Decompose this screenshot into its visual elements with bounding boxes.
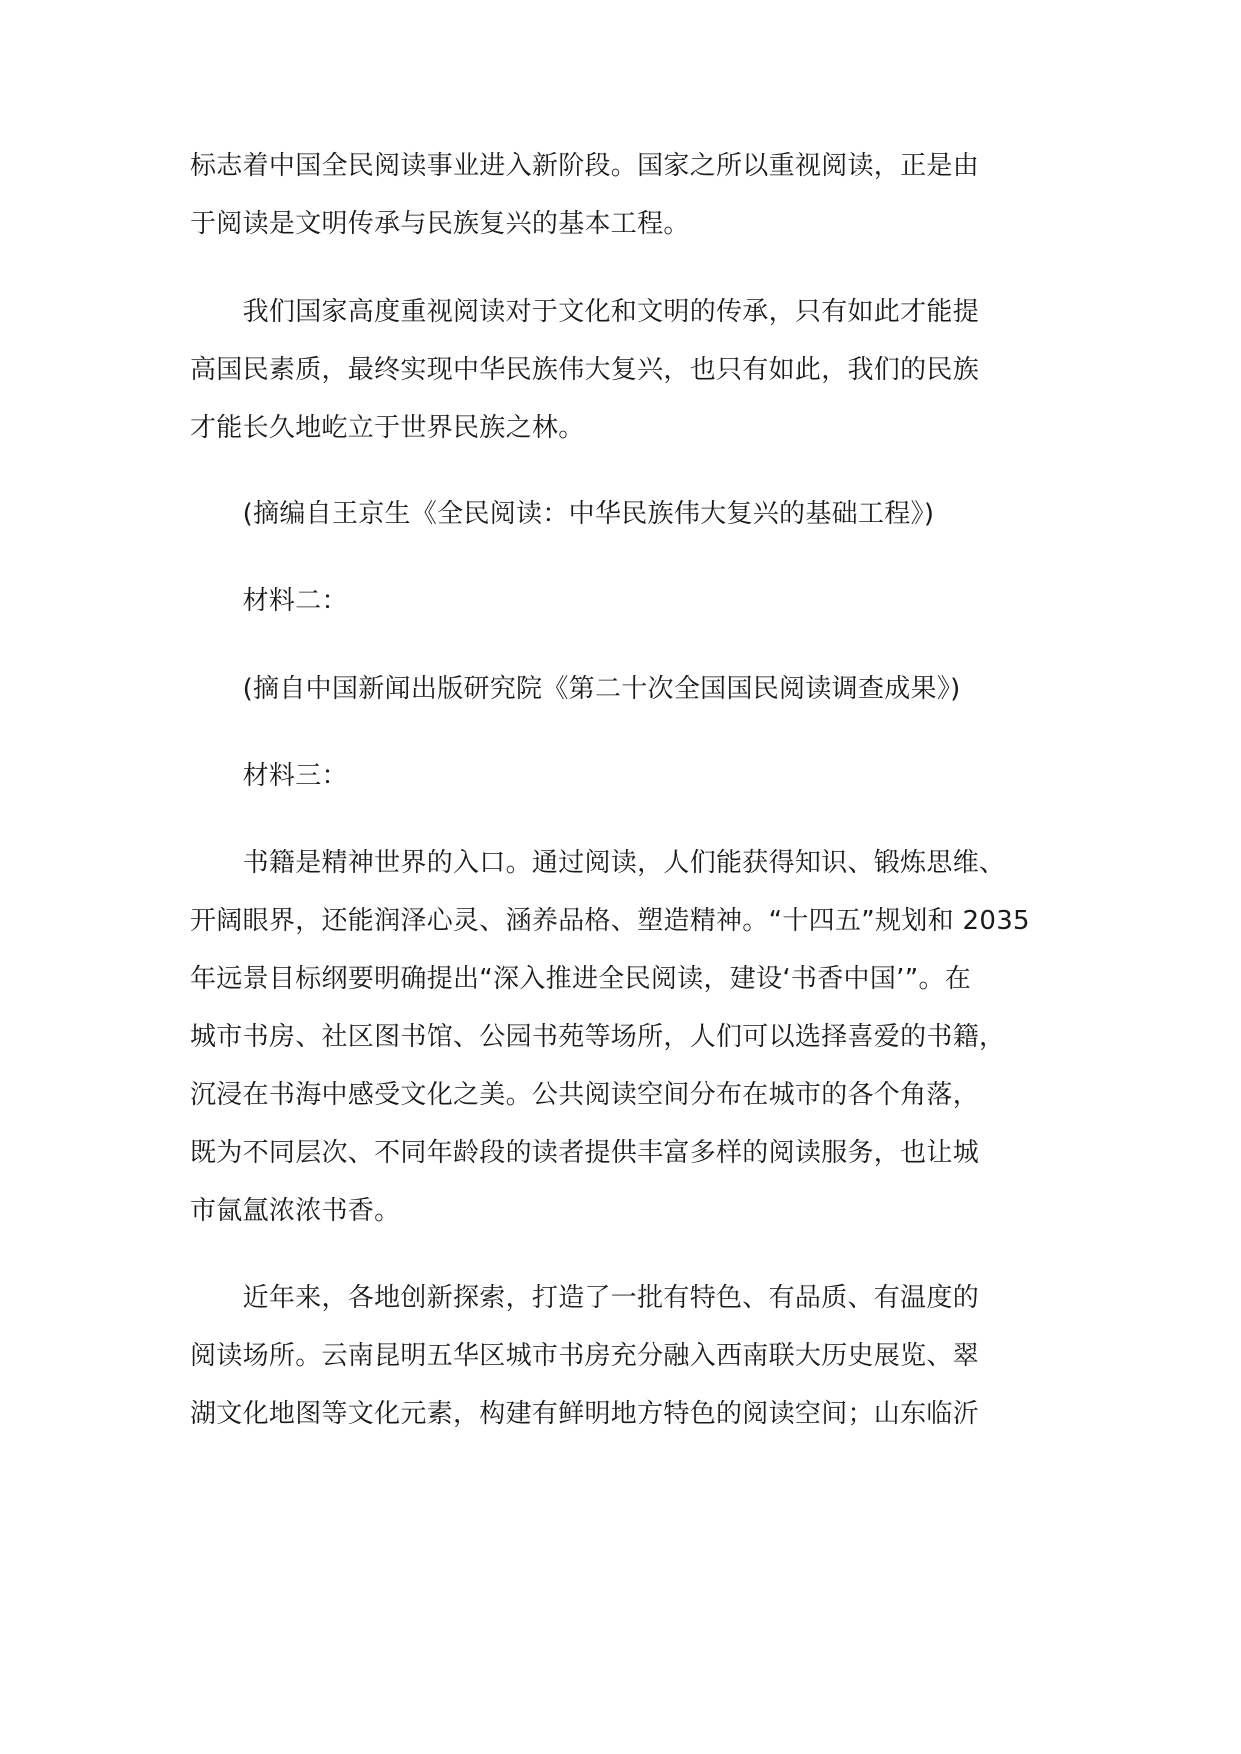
section-heading: 材料三： [190, 761, 348, 791]
text-line: 年远景目标纲要明确提出“深入推进全民阅读，建设‘书香中国’”。在 [190, 964, 972, 994]
paragraph [190, 747, 1062, 805]
text-line: 既为不同层次、不同年龄段的读者提供丰富多样的阅读服务，也让城 [190, 1138, 980, 1168]
source-citation: (摘自中国新闻出版研究院《第二十次全国国民阅读调查成果》) [190, 674, 961, 704]
paragraph [190, 1269, 1062, 1443]
source-citation: (摘编自王京生《全民阅读：中华民族伟大复兴的基础工程》) [190, 499, 935, 529]
text-line: 城市书房、社区图书馆、公园书苑等场所，人们可以选择喜爱的书籍， [190, 1022, 1006, 1052]
text-line: 我们国家高度重视阅读对于文化和文明的传承，只有如此才能提 [190, 297, 980, 327]
text-line: 才能长久地屹立于世界民族之林。 [190, 413, 585, 443]
text-line: 沉浸在书海中感受文化之美。公共阅读空间分布在城市的各个角落， [190, 1080, 980, 1110]
paragraph [190, 485, 1062, 543]
text-line: 标志着中国全民阅读事业进入新阶段。国家之所以重视阅读，正是由 [190, 151, 980, 181]
paragraph [190, 137, 1062, 253]
text-line: 于阅读是文明传承与民族复兴的基本工程。 [190, 209, 690, 239]
paragraph [190, 834, 1062, 1240]
text-line: 湖文化地图等文化元素，构建有鲜明地方特色的阅读空间；山东临沂 [190, 1399, 980, 1429]
section-heading: 材料二： [190, 586, 348, 616]
paragraph [190, 572, 1062, 630]
text-line: 市氤氲浓浓书香。 [190, 1196, 401, 1226]
text-line: 书籍是精神世界的入口。通过阅读，人们能获得知识、锻炼思维、 [190, 848, 1006, 878]
text-line: 高国民素质，最终实现中华民族伟大复兴，也只有如此，我们的民族 [190, 355, 980, 385]
text-line: 近年来，各地创新探索，打造了一批有特色、有品质、有温度的 [190, 1283, 980, 1313]
text-line: 开阔眼界，还能润泽心灵、涵养品格、塑造精神。“十四五”规划和 2035 [190, 906, 1030, 936]
text-line: 阅读场所。云南昆明五华区城市书房充分融入西南联大历史展览、翠 [190, 1341, 980, 1371]
paragraph [190, 660, 1062, 718]
paragraph [190, 283, 1062, 457]
